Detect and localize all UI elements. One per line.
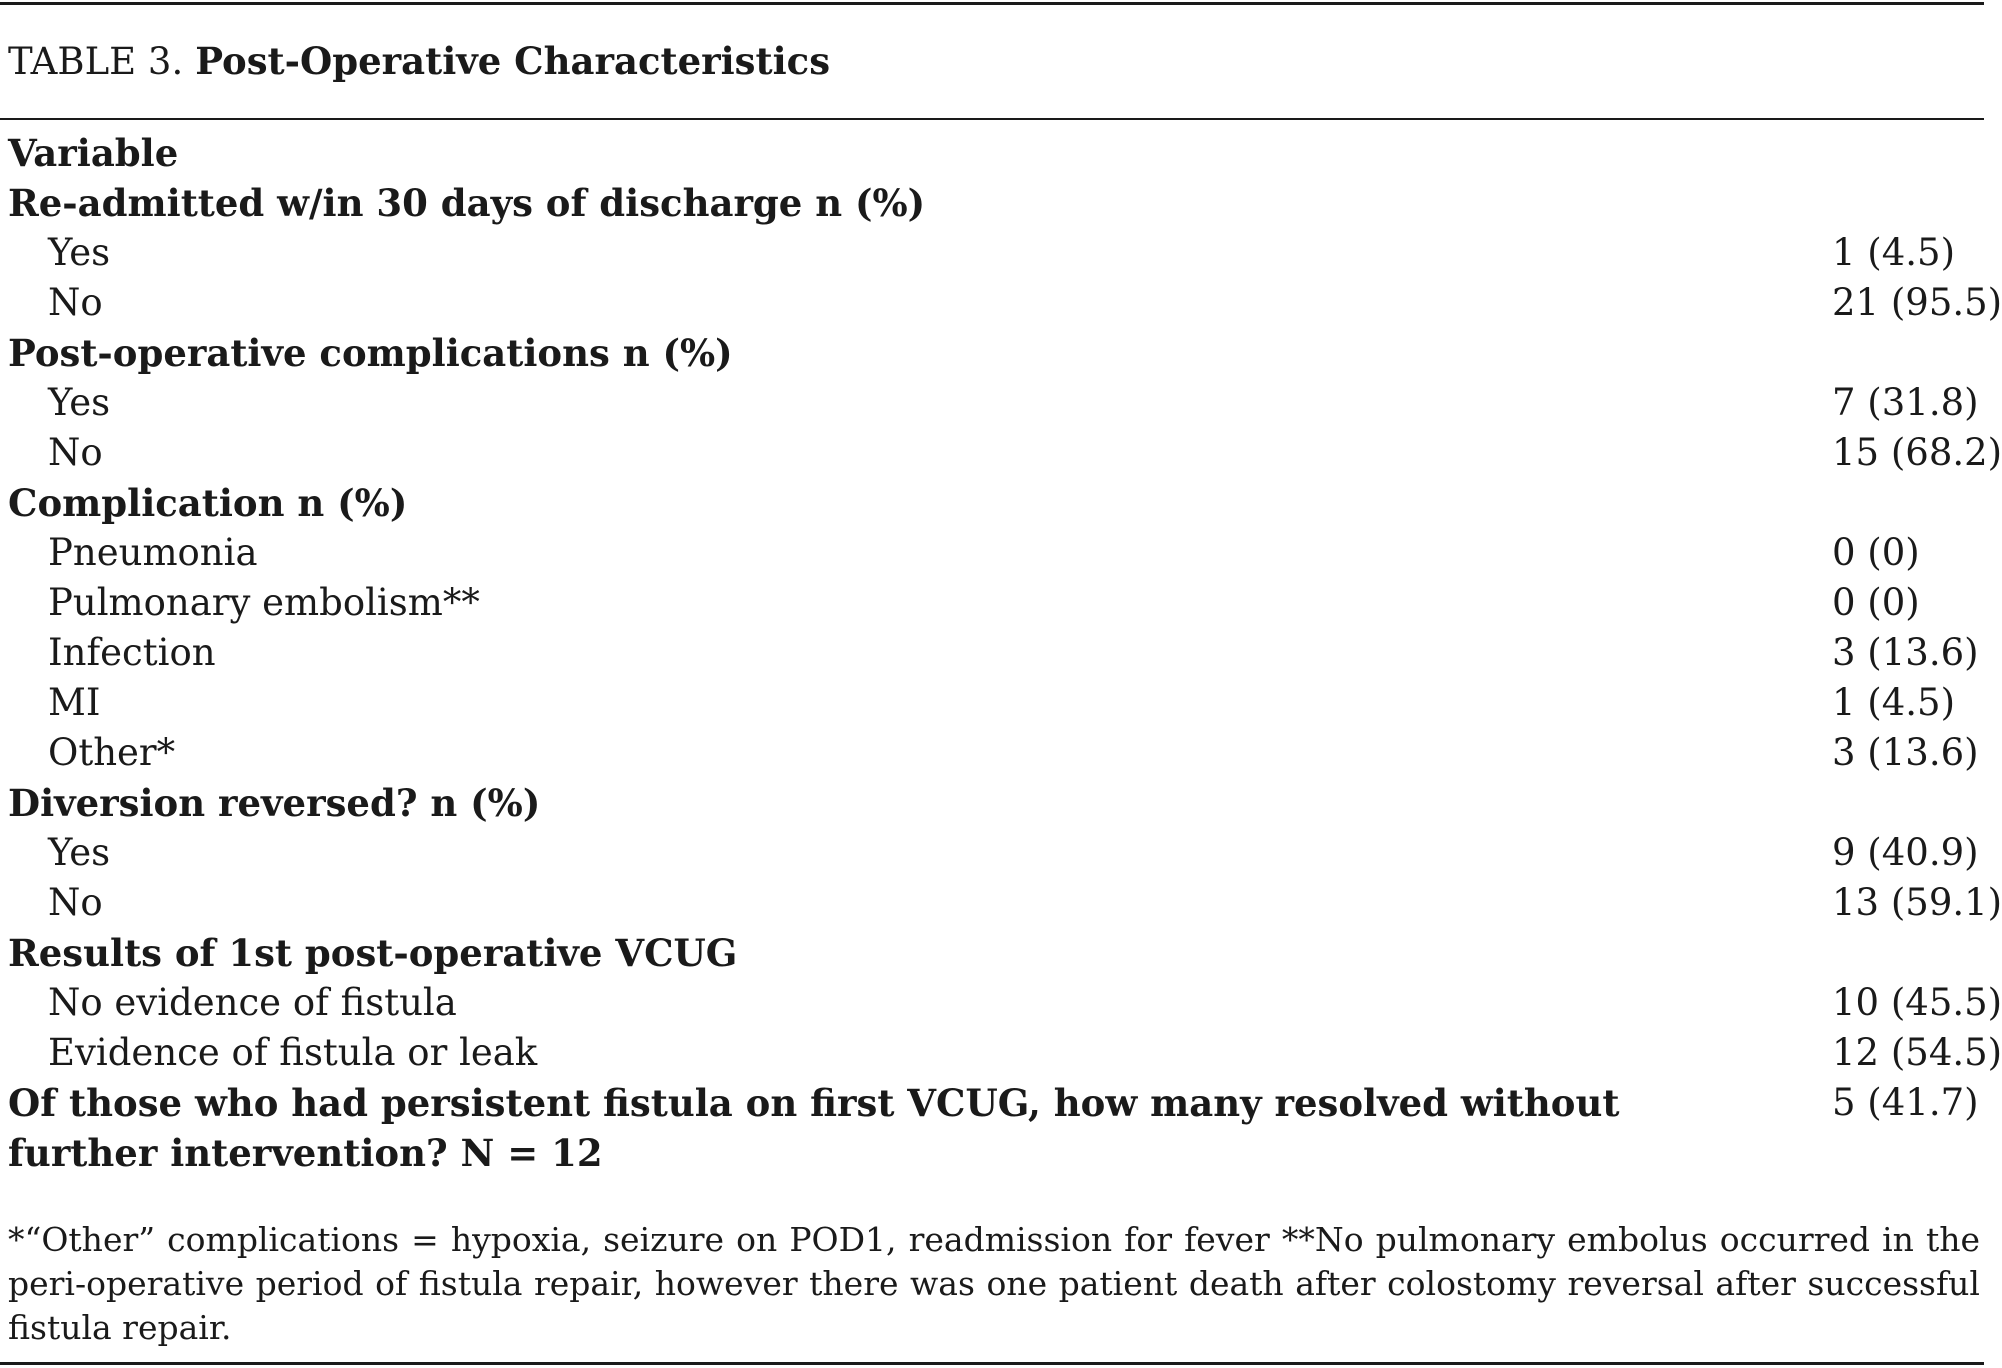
header-rule: [0, 118, 1984, 120]
table-row: [0, 728, 1984, 778]
table-number: TABLE 3.: [8, 40, 184, 83]
row-value: 1 (4.5): [1832, 231, 1956, 274]
row-value: 12 (54.5): [1832, 1031, 2002, 1074]
row-label: Results of 1st post-operative VCUG: [8, 931, 738, 975]
row-value: 3 (13.6): [1832, 631, 1979, 674]
row-value: 9 (40.9): [1832, 831, 1979, 874]
row-label: Other*: [48, 731, 176, 774]
table-row: [0, 278, 2002, 328]
table-row: [0, 178, 1984, 228]
table-row: [0, 228, 1984, 278]
row-label: Diversion reversed? n (%): [8, 781, 541, 825]
row-value: 0 (0): [1832, 581, 1920, 624]
row-value: 15 (68.2): [1832, 431, 2002, 474]
row-label: No: [48, 881, 103, 924]
bottom-rule: [0, 1362, 1984, 1365]
row-label: No: [48, 431, 103, 474]
table-title: Post-Operative Characteristics: [195, 39, 831, 83]
column-header-variable: Variable: [8, 131, 179, 175]
row-label: No evidence of fistula: [48, 981, 457, 1024]
row-label: Of those who had persistent fistula on first VCUG, how many resolved without further intervention? N = 12: [8, 1081, 1620, 1175]
row-label: Evidence of fistula or leak: [48, 1031, 538, 1074]
table-row: [0, 578, 1984, 628]
row-label: Complication n (%): [8, 481, 408, 525]
row-label: Yes: [48, 231, 111, 274]
row-label: Infection: [48, 631, 216, 674]
table-row: [0, 478, 1984, 528]
row-label: Yes: [48, 831, 111, 874]
row-value: 7 (31.8): [1832, 381, 1979, 424]
row-label: Re-admitted w/in 30 days of discharge n (%): [8, 181, 926, 225]
table-row: [0, 1078, 1984, 1178]
table-row: [0, 428, 2002, 478]
table-row: [0, 978, 2002, 1028]
table-row: [0, 928, 1984, 978]
row-value: 13 (59.1): [1832, 881, 2002, 924]
row-value: 0 (0): [1832, 531, 1920, 574]
row-value: 21 (95.5): [1832, 281, 2002, 324]
row-label: MI: [48, 681, 101, 724]
table-row: [0, 678, 1984, 728]
row-label: Yes: [48, 381, 111, 424]
row-value: 10 (45.5): [1832, 981, 2002, 1024]
table-row: [0, 528, 1984, 578]
row-label: Pulmonary embolism**: [48, 581, 480, 624]
table-row: [0, 328, 1984, 378]
row-value: 1 (4.5): [1832, 681, 1956, 724]
table-row: [0, 828, 1984, 878]
row-label: Post-operative complications n (%): [8, 331, 733, 375]
table-row: [0, 378, 1984, 428]
table-row: [0, 1028, 2002, 1078]
table-row: [0, 778, 1984, 828]
table-row: [0, 628, 1984, 678]
row-label: Pneumonia: [48, 531, 258, 574]
row-value: 3 (13.6): [1832, 731, 1979, 774]
table-header-row: [0, 128, 1984, 178]
row-label: No: [48, 281, 103, 324]
table-footnote: *“Other” complications = hypoxia, seizure on POD1, readmission for fever **No pulmonary embolus occurred in the peri-operative period of fistula repair, however there was one patient death after colostomy reversal after successful fistula repair.: [8, 1220, 1980, 1347]
top-rule: [0, 2, 1984, 5]
table-row: [0, 878, 2002, 928]
table-body: [0, 128, 2002, 1178]
row-value: 5 (41.7): [1832, 1081, 1979, 1124]
table-caption: [8, 38, 830, 85]
